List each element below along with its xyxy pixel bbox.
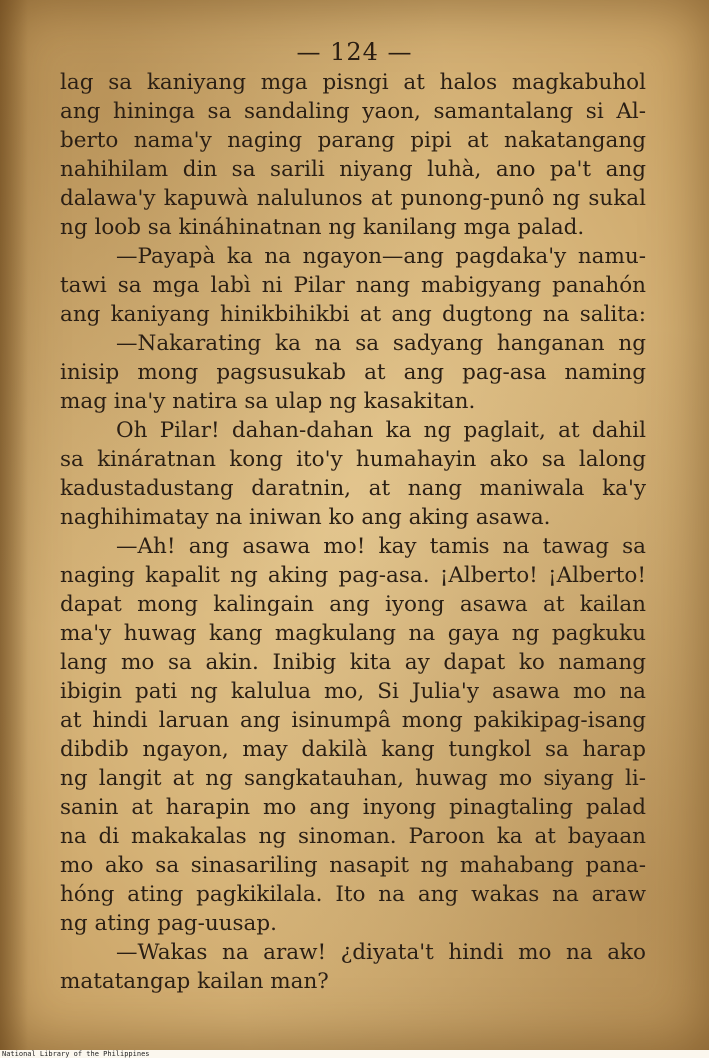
text-line: ang kaniyang hinikbihikbi at ang dugtong na salita: [60,302,646,327]
text-line: Oh Pilar! dahan-dahan ka ng paglait, at dahil [116,418,646,443]
text-line: tawi sa mga labì ni Pilar nang mabigyang panahón [60,273,646,298]
text-line: nahihilam din sa sarili niyang luhà, ano pa't ang [60,157,646,182]
text-line: —Ah! ang asawa mo! kay tamis na tawag sa [116,534,646,559]
text-line: ng ating pag-uusap. [60,911,277,936]
text-line: ng loob sa kináhinatnan ng kanilang mga palad. [60,215,585,240]
text-line: ma'y huwag kang magkulang na gaya ng pagkuku [60,621,646,646]
text-line: at hindi laruan ang isinumpâ mong pakikipag-isang [60,708,646,733]
text-line: —Nakarating ka na sa sadyang hanganan ng [116,331,646,356]
text-line: mag ina'y natira sa ulap ng kasakitan. [60,389,476,414]
body-text [60,68,646,996]
text-line: inisip mong pagsusukab at ang pag-asa naming [60,360,646,385]
text-line: lag sa kaniyang mga pisngi at halos magkabuhol [60,70,646,95]
text-line: sa kináratnan kong ito'y humahayin ako sa lalong [60,447,646,472]
text-line: dapat mong kalingain ang iyong asawa at kailan [60,592,646,617]
text-line: —Payapà ka na ngayon—ang pagdaka'y namu- [116,244,646,269]
text-line: ang hininga sa sandaling yaon, samantalang si Al- [60,99,646,124]
text-line: dibdib ngayon, may dakilà kang tungkol sa harap [60,737,646,762]
text-line: mo ako sa sinasariling nasapit ng mahabang pana- [60,853,646,878]
text-line: naging kapalit ng aking pag-asa. ¡Alberto! ¡Alberto! [60,563,646,588]
text-line: hóng ating pagkikilala. Ito na ang wakas na araw [60,882,646,907]
text-line: berto nama'y naging parang pipi at nakatangang [60,128,646,153]
text-line: lang mo sa akin. Inibig kita ay dapat ko namang [60,650,646,675]
text-line: naghihimatay na iniwan ko ang aking asawa. [60,505,551,530]
text-line: ibigin pati ng kalulua mo, Si Julia'y asawa mo na [60,679,646,704]
text-line: —Wakas na araw! ¿diyata't hindi mo na ako [116,940,646,965]
text-line: sanin at harapin mo ang inyong pinagtaling palad [60,795,646,820]
text-line: kadustadustang daratnin, at nang maniwala ka'y [60,476,646,501]
library-credit: National Library of the Philippines [2,1050,150,1058]
text-line: ng langit at ng sangkatauhan, huwag mo siyang li- [60,766,646,791]
page-number: — 124 — [296,38,413,66]
text-line: na di makakalas ng sinoman. Paroon ka at bayaan [60,824,646,849]
text-line: matatangap kailan man? [60,969,329,994]
text-line: dalawa'y kapuwà nalulunos at punong-punô ng sukal [60,186,646,211]
